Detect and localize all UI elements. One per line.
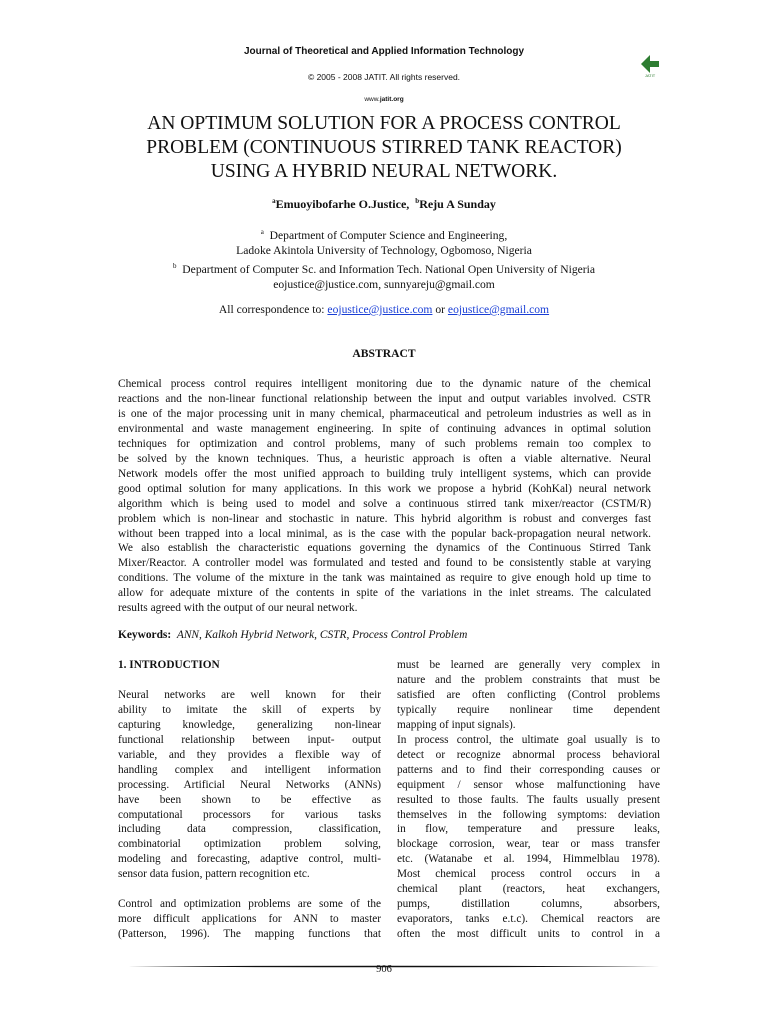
body-line: capturing knowledge, generalizing non-linear <box>118 718 381 731</box>
body-line: computational processors for various tasks <box>118 808 381 821</box>
abstract-line: allow for adequate mixture of the contents in spite of the variations in the inlet streams. The calculated <box>118 587 651 600</box>
abstract-line: conditions. The volume of the mixture in the tank was maintained as require to give enough hold up time to <box>118 572 651 585</box>
body-line: satisfied are often conflicting (Control problems <box>397 688 660 701</box>
body-line: have been shown to be effective as <box>118 793 381 806</box>
body-line: resulted to those faults. The faults usually present <box>397 793 660 806</box>
affil-a-line1: Department of Computer Science and Engineering, <box>269 228 508 242</box>
affiliations <box>120 225 648 293</box>
body-line: functional relationship between input- output <box>118 733 381 746</box>
title-line: USING A HYBRID NEURAL NETWORK. <box>210 161 558 182</box>
keywords <box>118 629 651 641</box>
author-a-mark: a <box>272 197 276 205</box>
abstract-line: techniques for optimization and control problems, many of such problems remain too complex to <box>118 437 651 450</box>
body-line: pumps, distillation columns, absorbers, <box>397 898 660 911</box>
correspondence-or: or <box>435 303 446 316</box>
correspondence-email-link-1[interactable]: eojustice@justice.com <box>327 303 433 316</box>
journal-name: Journal of Theoretical and Applied Information Technology <box>243 46 524 57</box>
affil-a-mark: a <box>260 228 264 236</box>
abstract-line: We also establish the characteristic equations governing the dynamics of the Continuous Stirred Tank <box>118 542 651 555</box>
title-line: PROBLEM (CONTINUOUS STIRRED TANK REACTOR) <box>146 137 622 158</box>
correspondence-label: All correspondence to: <box>218 303 325 316</box>
body-line: typically require nonlinear time dependent <box>397 703 660 716</box>
body-line: often the most difficult units to control in a <box>397 928 660 941</box>
body-line: etc. (Watanabe et al. 1994, Himmelblau 1978). <box>397 853 660 866</box>
abstract-line: reactions and the non-linear functional relationship between the input and output variables involved. CSTR <box>118 392 651 405</box>
title-line: AN OPTIMUM SOLUTION FOR A PROCESS CONTROL <box>147 113 621 134</box>
copyright-notice: © 2005 - 2008 JATIT. All rights reserved. <box>307 72 461 82</box>
abstract-line: is one of the major processing unit in many chemical, pharmaceutical and petroleum industries as well as in <box>118 407 651 420</box>
body-line: sensor data fusion, pattern recognition etc. <box>118 868 310 881</box>
affil-emails: eojustice@justice.com, sunnyareju@gmail.com <box>273 278 495 292</box>
jatit-logo <box>638 52 662 78</box>
logo-text: JATIT <box>644 73 656 78</box>
body-line: in flow, temperature and pressure leaks, <box>397 823 660 836</box>
abstract-line: problem which is non-linear and stochastic in nature. This hybrid algorithm is robust and converges fast <box>118 512 651 525</box>
page-number: 906 <box>376 964 392 975</box>
abstract-body <box>118 377 651 616</box>
keywords-label: Keywords: <box>118 629 172 641</box>
correspondence-email-link-2[interactable]: eojustice@gmail.com <box>447 303 550 316</box>
url-domain: jatit.org <box>379 96 404 103</box>
abstract-line: algorithm which is being used to model and solve a continuous stirred tank mixer/reactor (CSTM/R) <box>118 497 651 510</box>
body-line: Neural networks are well known for their <box>118 688 381 701</box>
affil-b-line: Department of Computer Sc. and Information Tech. National Open University of Nigeria <box>182 262 595 276</box>
body-line: Control and optimization problems are some of the <box>118 898 381 911</box>
paper-title <box>90 112 678 184</box>
body-line: handling complex and intelligent information <box>118 763 381 776</box>
body-line: evaporators, tanks e.t.c). Chemical reactors are <box>397 913 660 926</box>
right-column <box>397 658 660 942</box>
body-line: must be learned are generally very complex in <box>397 659 660 671</box>
body-line: mapping of input signals). <box>397 718 516 731</box>
abstract-line: Network models offer the most unified approach to building truly intelligent systems, which can provide <box>118 467 651 480</box>
body-line: Most chemical process control occurs in a <box>397 868 660 881</box>
body-line: nature and the problem constraints that must be <box>397 673 660 686</box>
body-line: blockage corrosion, wear, tear or mass transfer <box>397 838 660 851</box>
abstract-line: Mixer/Reactor. A controller model was formulated and tested and found to be consistently stable at varying <box>118 557 651 570</box>
body-line: processing. Artificial Neural Networks (ANNs) <box>118 778 381 791</box>
body-line: themselves in the following symptoms: deviation <box>397 808 660 821</box>
body-line: (Patterson, 1996). The mapping functions that <box>118 928 381 941</box>
body-line: variable, and they provides a flexible way of <box>118 748 381 761</box>
left-column <box>118 658 381 942</box>
body-line: modeling and forecasting, adaptive control, multi- <box>118 853 381 866</box>
author-list <box>0 197 768 212</box>
abstract-heading: ABSTRACT <box>352 347 416 360</box>
author-b-name: Reju A Sunday <box>419 197 496 211</box>
footer-rule <box>118 955 660 958</box>
author-b-mark: b <box>415 197 420 205</box>
abstract-line: without been trapped into a local minimal, as is the case with the popular back-propagation neural network. <box>118 527 651 540</box>
journal-url[interactable] <box>0 96 768 103</box>
abstract-line: Chemical process control requires intelligent monitoring due to the dynamic nature of the chemical <box>118 378 651 390</box>
abstract-line: environmental and waste management engineering. In spite of continuing advances in optimal solution <box>118 422 651 435</box>
body-line: ability to imitate the skill of experts by <box>118 703 381 716</box>
body-line: In process control, the ultimate goal usually is to <box>397 733 660 746</box>
url-prefix: www. <box>364 96 380 103</box>
body-line: including data compression, classification, <box>118 823 381 836</box>
body-line: chemical plant (reactors, heat exchangers, <box>397 883 660 896</box>
author-a-name: Emuoyibofarhe O.Justice, <box>275 197 410 211</box>
affil-b-mark: b <box>173 261 177 270</box>
body-line: combinatorial optimization problem solving, <box>118 838 381 851</box>
abstract-line: results agreed with the output of our neural network. <box>118 602 358 615</box>
body-line: patterns and to find their corresponding causes or <box>397 763 660 776</box>
body-line: equipment / sensor whose malfunctioning have <box>397 778 660 791</box>
abstract-line: be solved by the known techniques. Thus, a heuristic approach is often a viable alternative. Neural <box>118 452 651 465</box>
keywords-text: ANN, Kalkoh Hybrid Network, CSTR, Process Control Problem <box>176 629 468 641</box>
affil-a-line2: Ladoke Akintola University of Technology, Ogbomoso, Nigeria <box>236 244 532 258</box>
body-line: more difficult applications for ANN to master <box>118 913 381 926</box>
abstract-line: good optimal solution for many applications. In this work we propose a hybrid (KohKal) neural network <box>118 482 651 495</box>
body-line: detect or recognize abnormal process behavioral <box>397 748 660 761</box>
correspondence-line <box>0 303 768 316</box>
section-heading-introduction: 1. INTRODUCTION <box>118 659 220 671</box>
